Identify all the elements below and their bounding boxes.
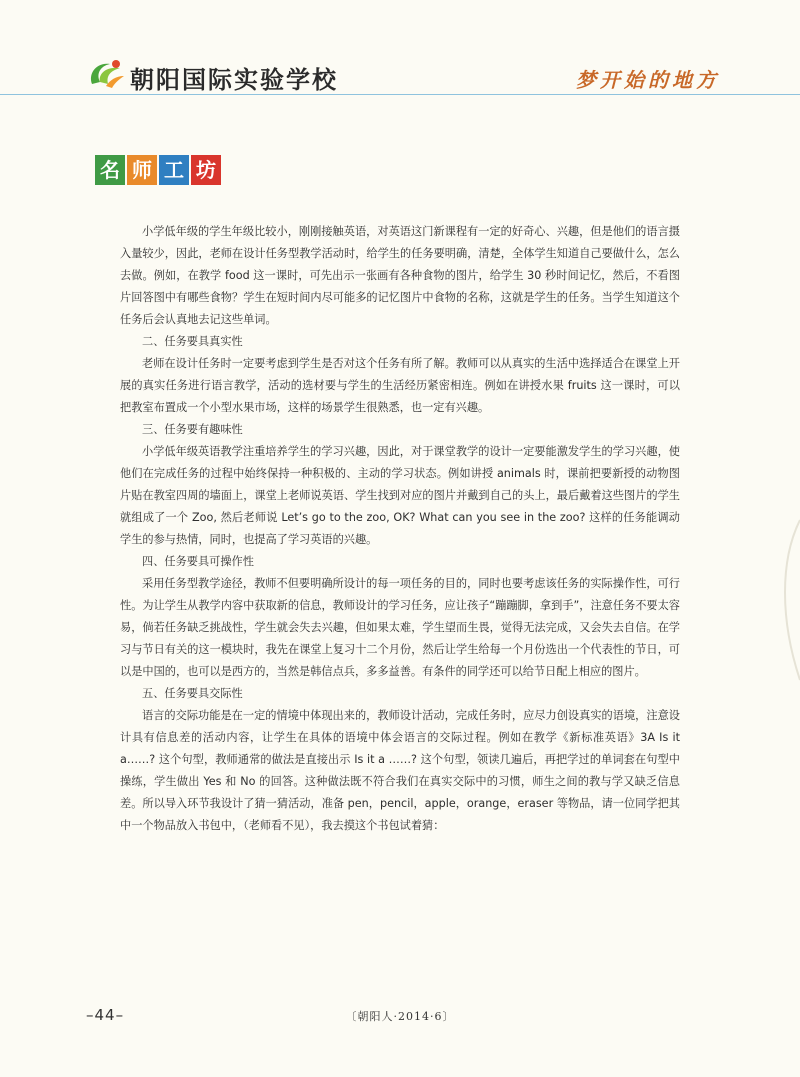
section-title-char: 师 [127, 155, 157, 185]
body-paragraph: 语言的交际功能是在一定的情境中体现出来的，教师设计活动，完成任务时，应尽力创设真实的语境，注意设计具有信息差的活动内容，让学生在具体的语境中体会语言的交际过程。例如在教学《新标准英语》3A Is it a……? 这个句型，教师通常的做法是直接出示 Is it a ……? 这个句型，领读几遍后，再把学过的单词套在句型中操练，学生做出 Yes 和 No 的回答。这种做法既不符合我们在真实交际中的习惯，师生之间的教与学又缺乏信息差。所以导入环节我设计了猜一猜活动，准备 pen，pencil，apple，orange，eraser 等物品，请一位同学把其中一个物品放入书包中，（老师看不见），我去摸这个书包试着猜： [120, 709, 680, 832]
header-slogan: 梦开始的地方 [576, 68, 720, 92]
school-name: 朝阳国际实验学校 [130, 65, 338, 94]
article-body [120, 221, 680, 837]
swirl-logo-icon [86, 58, 126, 90]
decorative-curve [760, 500, 800, 700]
section-title-badge [95, 155, 221, 185]
journal-footer: 〔朝阳人·2014·6〕 [345, 1010, 455, 1023]
page-number: –44– [86, 1006, 125, 1024]
subheading: 二、任务要具真实性 [142, 335, 243, 348]
subheading: 三、任务要有趣味性 [142, 423, 243, 436]
section-title-char: 工 [159, 155, 189, 185]
body-paragraph: 采用任务型教学途径，教师不但要明确所设计的每一项任务的目的，同时也要考虑该任务的实际操作性，可行性。为让学生从教学内容中获取新的信息，教师设计的学习任务，应让孩子“蹦蹦脚，拿到手”，注意任务不要太容易，倘若任务缺乏挑战性，学生就会失去兴趣，但如果太难，学生望而生畏，觉得无法完成，又会失去自信。在学习与节日有关的这一模块时，我先在课堂上复习十二个月份，然后让学生给每一个月份选出一个代表性的节日，可以是中国的，也可以是西方的，当然是韩信点兵，多多益善。有条件的同学还可以给节日配上相应的图片。 [120, 577, 680, 678]
subheading: 四、任务要具可操作性 [142, 555, 254, 568]
subheading: 五、任务要具交际性 [142, 687, 243, 700]
body-paragraph: 小学低年级的学生年级比较小，刚刚接触英语，对英语这门新课程有一定的好奇心、兴趣，但是他们的语言摄入量较少，因此，老师在设计任务型教学活动时，给学生的任务要明确，清楚，全体学生知道自己要做什么，怎么去做。例如，在教学 food 这一课时，可先出示一张画有各种食物的图片，给学生 30 秒时间记忆，然后，不看图片回答图中有哪些食物？学生在短时间内尽可能多的记忆图片中食物的名称，这就是学生的任务。当学生知道这个任务后会认真地去记这些单词。 [120, 225, 680, 326]
body-paragraph: 老师在设计任务时一定要考虑到学生是否对这个任务有所了解。教师可以从真实的生活中选择适合在课堂上开展的真实任务进行语言教学，活动的选材要与学生的生活经历紧密相连。例如在讲授水果 fruits 这一课时，可以把教室布置成一个小型水果市场，这样的场景学生很熟悉，也一定有兴趣。 [120, 357, 680, 414]
section-title-char: 坊 [191, 155, 221, 185]
header-divider [0, 94, 800, 95]
body-paragraph: 小学低年级英语教学注重培养学生的学习兴趣，因此，对于课堂教学的设计一定要能激发学生的学习兴趣，使他们在完成任务的过程中始终保持一种积极的、主动的学习状态。例如讲授 animals 时，课前把要新授的动物图片贴在教室四周的墙面上，课堂上老师说英语、学生找到对应的图片并戴到自己的头上，最后戴着这些图片的学生就组成了一个 Zoo, 然后老师说 Let’s go to the zoo, OK? What can you see in the zoo? 这样的任务能调动学生的参与热情，同时，也提高了学习英语的兴趣。 [120, 445, 680, 546]
page-header [0, 0, 800, 96]
section-title-char: 名 [95, 155, 125, 185]
